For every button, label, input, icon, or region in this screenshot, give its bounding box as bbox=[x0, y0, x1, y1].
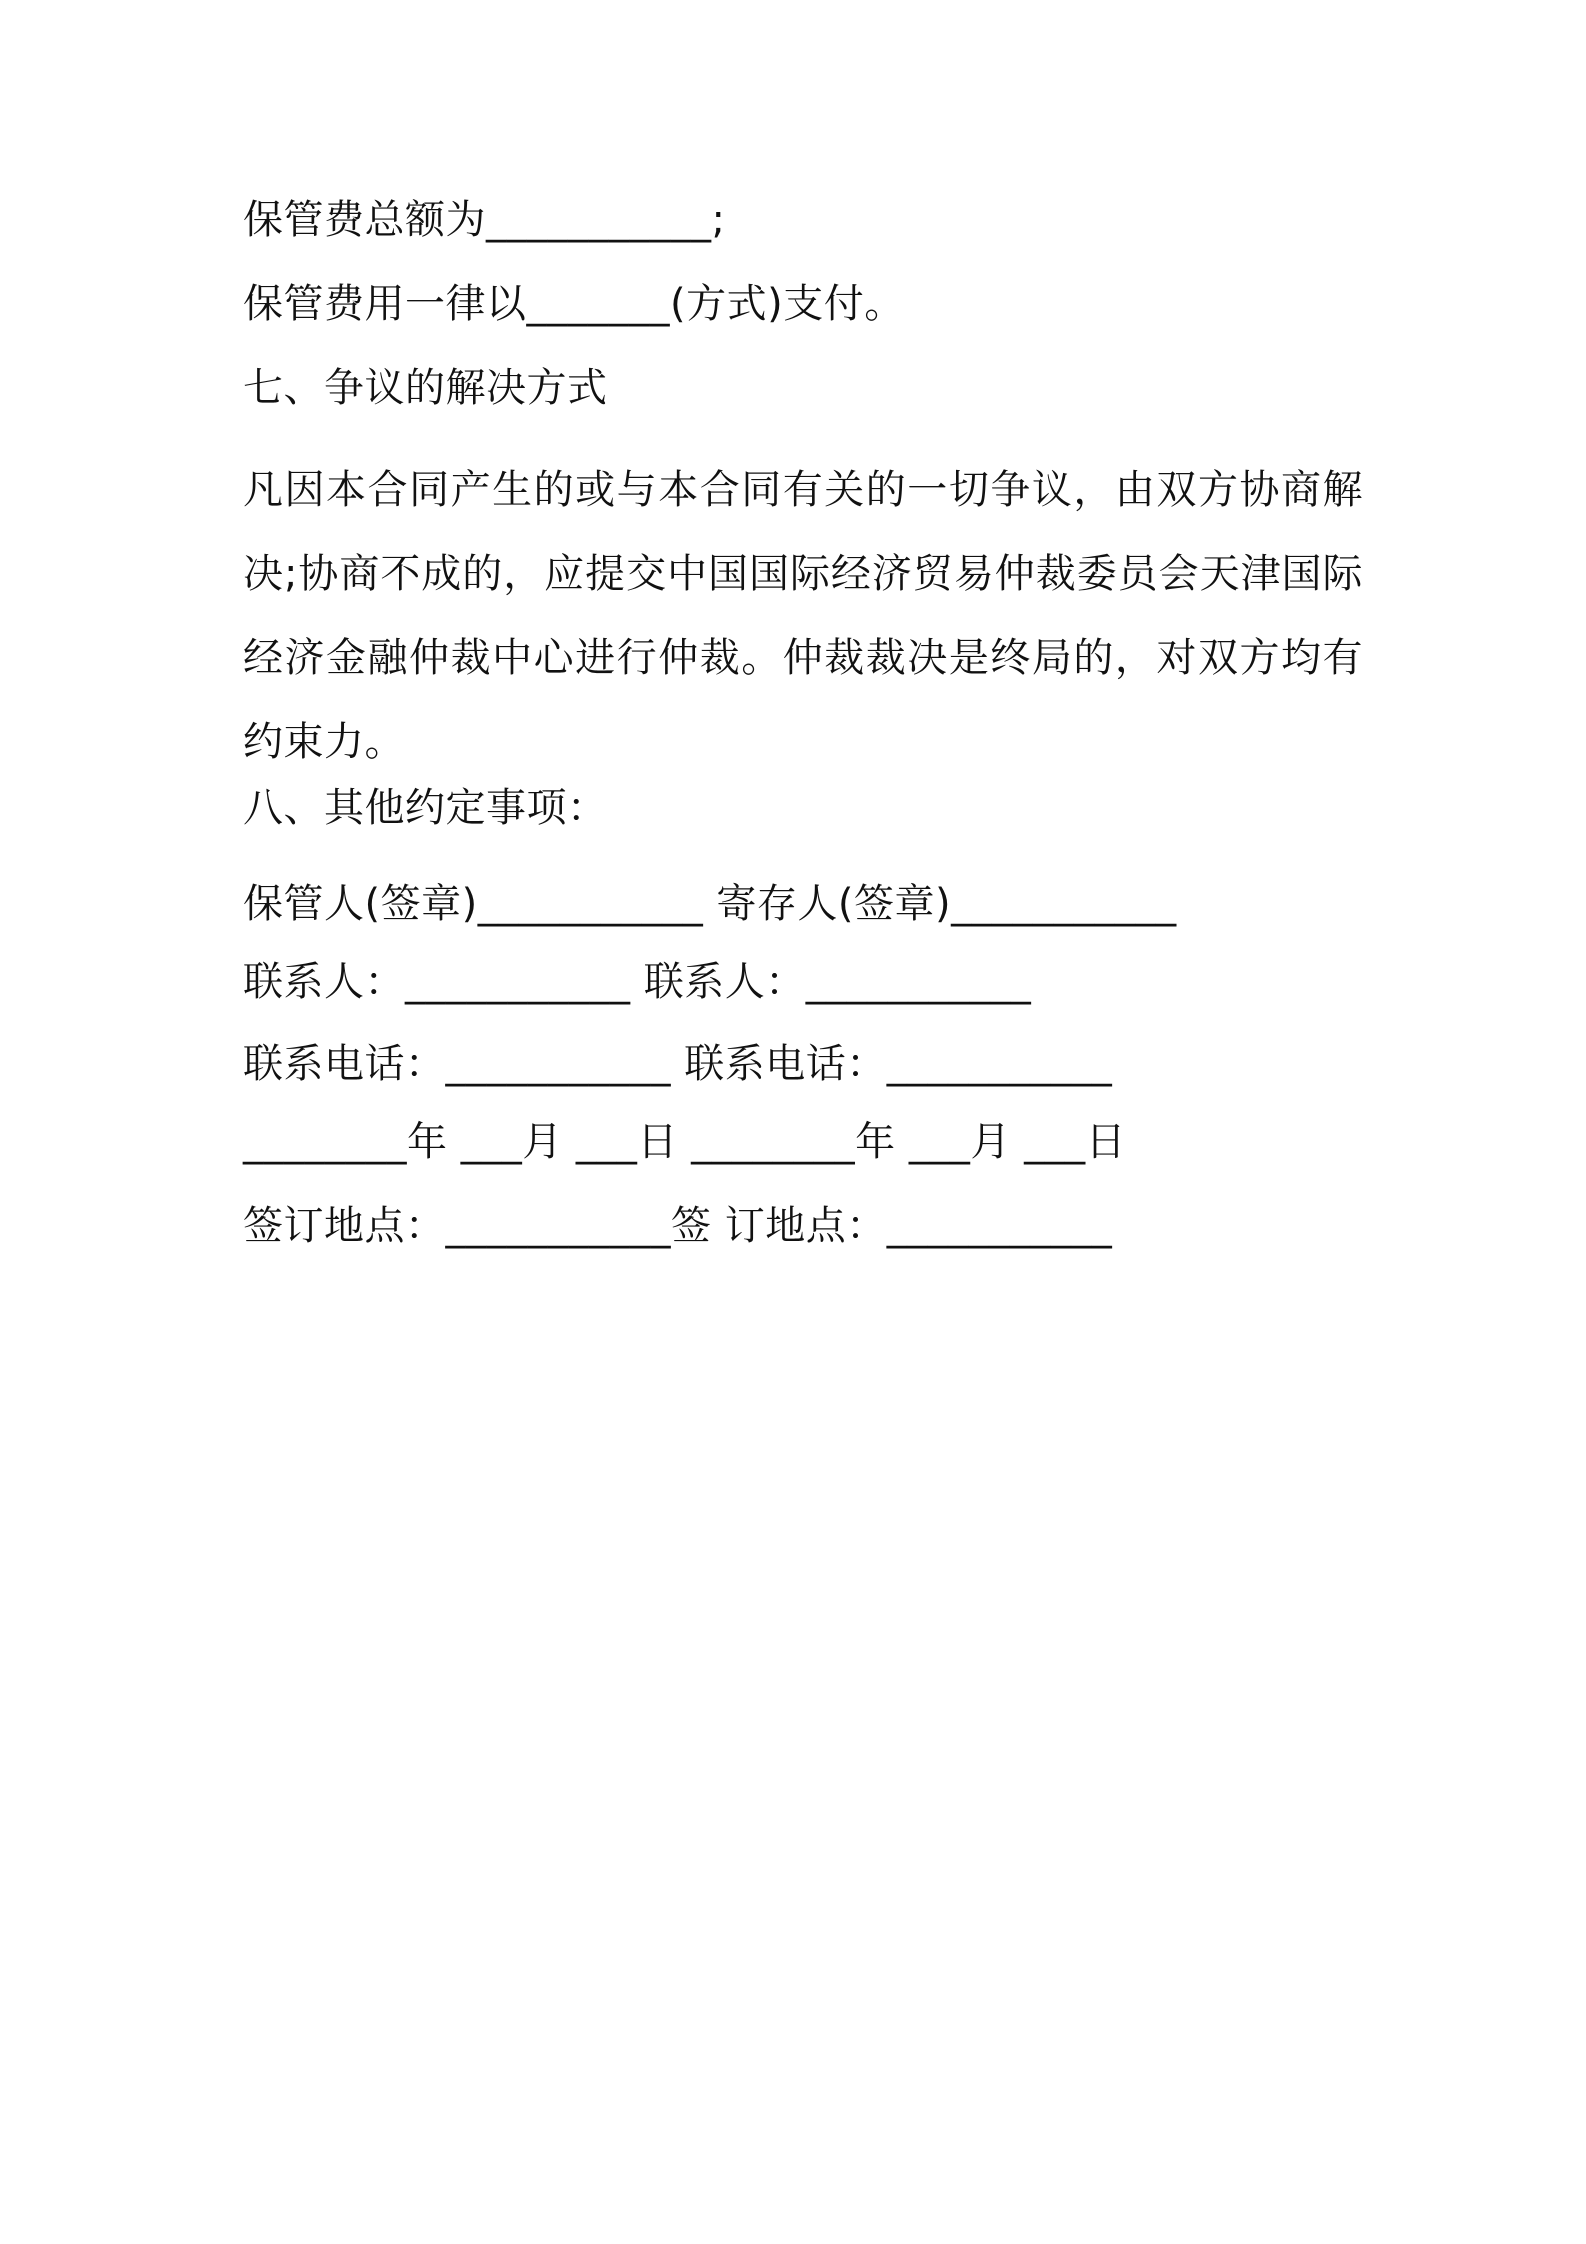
section-7-body: 凡因本合同产生的或与本合同有关的一切争议，由双方协商解决;协商不成的，应提交中国国际经济贸易仲裁委员会天津国际经济金融仲裁中心进行仲裁。仲裁裁决是终局的，对双方均有约束力。 bbox=[243, 467, 1363, 765]
contact-phone-line: 联系电话：___________ 联系电话：___________ bbox=[243, 1041, 1113, 1087]
signature-line: 保管人(签章)___________ 寄存人(签章)___________ bbox=[243, 881, 1177, 927]
section-7-heading: 七、争议的解决方式 bbox=[243, 365, 608, 411]
fee-total-line: 保管费总额为___________; bbox=[243, 197, 726, 243]
contact-person-line: 联系人：___________ 联系人：___________ bbox=[243, 959, 1032, 1005]
signing-place-line: 签订地点：___________签 订地点：___________ bbox=[243, 1203, 1113, 1249]
date-line: ________年 ___月 ___日 ________年 ___月 ___日 bbox=[243, 1119, 1127, 1165]
section-8-heading: 八、其他约定事项： bbox=[243, 785, 608, 831]
fee-method-line: 保管费用一律以_______(方式)支付。 bbox=[243, 281, 905, 327]
